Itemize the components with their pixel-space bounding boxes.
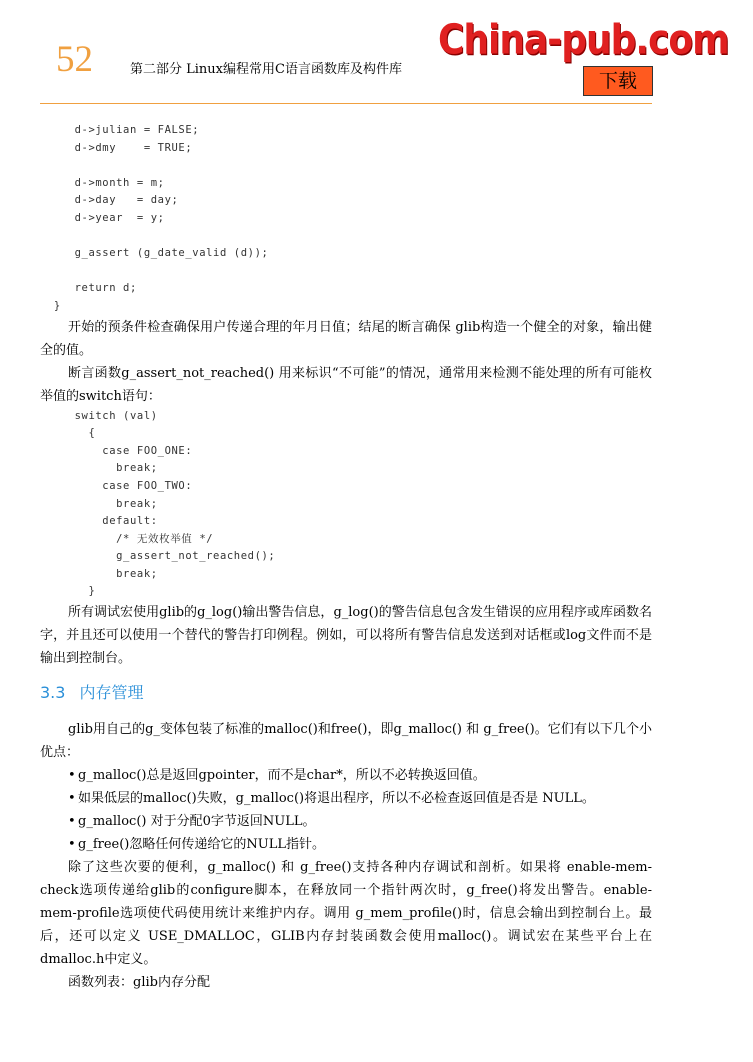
page-header	[0, 0, 753, 110]
section-title: 内存管理	[79, 683, 144, 703]
list-item: • g_malloc() 对于分配0字节返回NULL。	[40, 810, 652, 833]
paragraph-g-log: 所有调试宏使用glib的g_log()输出警告信息，g_log()的警告信息包含发生错误的应用程序或库函数名字，并且还可以使用一个替代的警告打印例程。例如，可以将所有警告信息发送到对话框或log文件而不是输出到控制台。	[40, 605, 652, 667]
section-heading	[40, 682, 652, 704]
list-item: • g_free()忽略任何传递给它的NULL指针。	[40, 833, 652, 856]
code-block-switch: switch (val) { case FOO_ONE: break; case FOO_TWO: break; default: /* 无效枚举值 */ g_assert_not_reached(); break; }	[74, 409, 276, 598]
advantages-list	[40, 764, 652, 856]
paragraph-function-list: 函数列表：glib内存分配	[68, 975, 210, 991]
page-body	[40, 122, 652, 994]
download-label: 下载	[583, 66, 653, 96]
header-rule	[40, 103, 652, 104]
paragraph-assert-explanation: 开始的预条件检查确保用户传递合理的年月日值；结尾的断言确保 glib构造一个健全的对象，输出健全的值。	[40, 319, 652, 358]
page-number: 52	[56, 39, 93, 80]
list-item: • 如果低层的malloc()失败，g_malloc()将退出程序，所以不必检查返回值是否是 NULL。	[40, 787, 652, 810]
paragraph-g-malloc-intro: glib用自己的g_变体包装了标准的malloc()和free()，即g_malloc() 和 g_free()。它们有以下几个小优点：	[40, 722, 652, 761]
china-pub-logo: China-pub.com	[438, 16, 729, 65]
running-title: 第二部分 Linux编程常用C语言函数库及构件库	[130, 62, 402, 77]
section-number: 3.3	[40, 683, 66, 703]
list-item: • g_malloc()总是返回gpointer，而不是char*，所以不必转换返回值。	[40, 764, 652, 787]
paragraph-not-reached: 断言函数g_assert_not_reached() 用来标识“不可能”的情况，通常用来检测不能处理的所有可能枚举值的switch语句：	[40, 365, 652, 404]
paragraph-memory-debugging: 除了这些次要的便利，g_malloc() 和 g_free()支持各种内存调试和剖析。如果将 enable-mem-check选项传递给glib的configure脚本，在释放同一个指针两次时，g_free()将发出警告。enable-mem-profile选项使代码使用统计来维护内存。调用 g_mem_profile()时，信息会输出到控制台上。最后，还可以定义 USE_DMALLOC，GLIB内存封装函数会使用malloc()。调试宏在某些平台上在dmalloc.h中定义。	[40, 860, 652, 968]
code-block-date-init: d->julian = FALSE; d->dmy = TRUE; d->month = m; d->day = day; d->year = y; g_assert (g_date_valid (d)); return d; }	[53, 124, 269, 312]
